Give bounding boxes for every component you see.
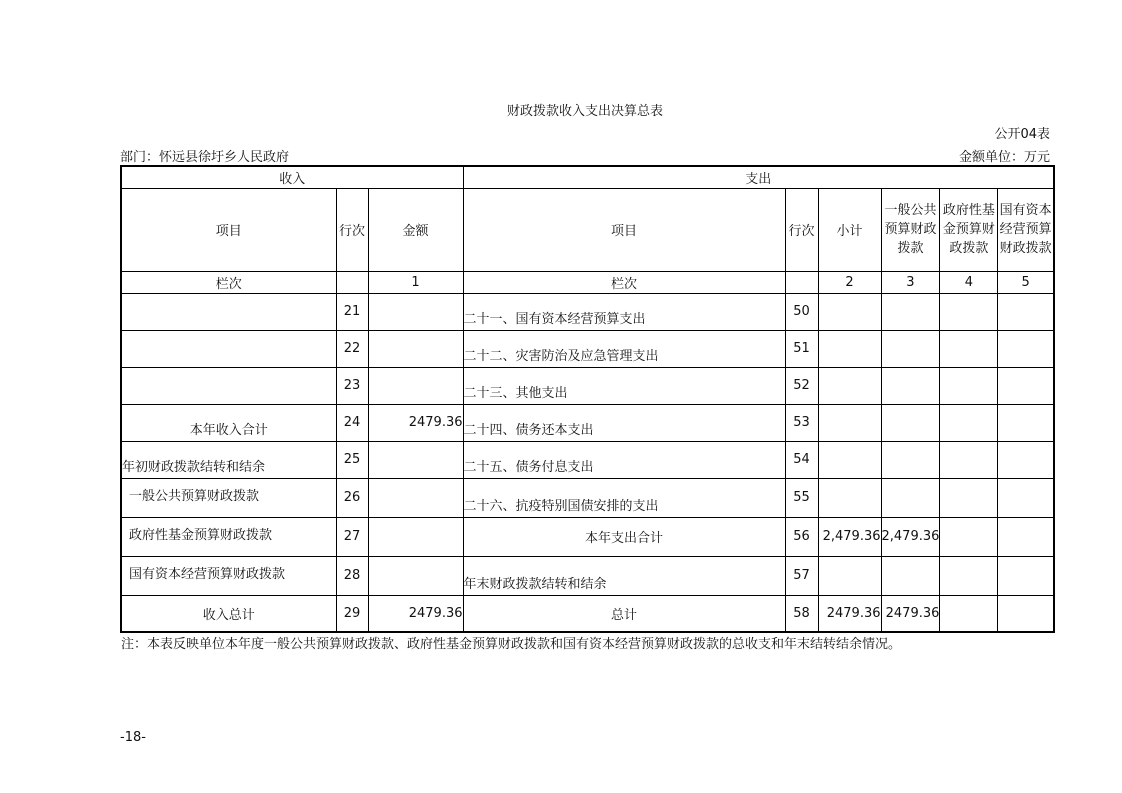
income-row-no: 29 bbox=[336, 595, 368, 632]
income-item-header: 项目 bbox=[121, 188, 336, 271]
income-amount: 2479.36 bbox=[368, 404, 463, 441]
subtotal-value bbox=[818, 404, 881, 441]
gov-fund-value bbox=[940, 404, 998, 441]
expense-row-no: 57 bbox=[785, 556, 818, 595]
table-row bbox=[121, 595, 1054, 632]
state-capital-value bbox=[998, 367, 1054, 404]
expense-header: 支出 bbox=[463, 166, 1054, 188]
income-item bbox=[121, 330, 336, 367]
subtotal-value bbox=[818, 441, 881, 478]
expense-row-no: 53 bbox=[785, 404, 818, 441]
income-row-no: 21 bbox=[336, 293, 368, 330]
table-note: 注：本表反映单位本年度一般公共预算财政拨款、政府性基金预算财政拨款和国有资本经营预算财政拨款的总收支和年末结转结余情况。 bbox=[121, 637, 902, 652]
general-budget-value: 2,479.36 bbox=[881, 517, 940, 556]
state-capital-value bbox=[998, 556, 1054, 595]
department-label: 部门：怀远县徐圩乡人民政府 bbox=[120, 150, 290, 165]
general-budget-value bbox=[881, 367, 940, 404]
expense-row-no: 50 bbox=[785, 293, 818, 330]
expense-row-no: 54 bbox=[785, 441, 818, 478]
col-number-4: 4 bbox=[940, 271, 998, 293]
page-number: -18- bbox=[120, 730, 146, 745]
gov-fund-value bbox=[940, 293, 998, 330]
subtotal-value bbox=[818, 293, 881, 330]
general-budget-value bbox=[881, 478, 940, 517]
subtotal-value bbox=[818, 556, 881, 595]
table-row bbox=[121, 478, 1054, 517]
expense-row-no-header: 行次 bbox=[785, 188, 818, 271]
income-row-no: 25 bbox=[336, 441, 368, 478]
income-item: 一般公共预算财政拨款 bbox=[121, 478, 336, 517]
income-amount bbox=[368, 556, 463, 595]
gov-fund-value bbox=[940, 441, 998, 478]
gov-fund-value bbox=[940, 517, 998, 556]
income-item: 政府性基金预算财政拨款 bbox=[121, 517, 336, 556]
amount-unit-label: 金额单位：万元 bbox=[958, 150, 1050, 165]
col-number-1: 1 bbox=[368, 271, 463, 293]
gov-fund-value bbox=[940, 478, 998, 517]
income-amount bbox=[368, 478, 463, 517]
subtotal-value: 2479.36 bbox=[818, 595, 881, 632]
table-row bbox=[121, 404, 1054, 441]
expense-item: 年末财政拨款结转和结余 bbox=[463, 556, 785, 595]
state-capital-value bbox=[998, 404, 1054, 441]
income-amount bbox=[368, 517, 463, 556]
table-row bbox=[121, 441, 1054, 478]
general-budget-value bbox=[881, 293, 940, 330]
expense-item: 二十三、其他支出 bbox=[463, 367, 785, 404]
col-label-expense: 栏次 bbox=[463, 271, 785, 293]
expense-item: 二十六、抗疫特别国债安排的支出 bbox=[463, 478, 785, 517]
expense-row-no: 52 bbox=[785, 367, 818, 404]
table-row bbox=[121, 517, 1054, 556]
general-budget-value bbox=[881, 556, 940, 595]
col-label-income: 栏次 bbox=[121, 271, 336, 293]
gov-fund-value bbox=[940, 595, 998, 632]
income-item bbox=[121, 367, 336, 404]
general-budget-header: 一般公共预算财政拨款 bbox=[881, 188, 940, 271]
general-budget-value: 2479.36 bbox=[881, 595, 940, 632]
income-amount bbox=[368, 367, 463, 404]
income-row-no: 27 bbox=[336, 517, 368, 556]
income-amount bbox=[368, 441, 463, 478]
col-number-2: 2 bbox=[818, 271, 881, 293]
income-row-no: 23 bbox=[336, 367, 368, 404]
general-budget-value bbox=[881, 330, 940, 367]
state-capital-value bbox=[998, 595, 1054, 632]
expense-row-no: 55 bbox=[785, 478, 818, 517]
expense-item: 本年支出合计 bbox=[463, 517, 785, 556]
empty-cell bbox=[336, 271, 368, 293]
col-number-3: 3 bbox=[881, 271, 940, 293]
gov-fund-value bbox=[940, 367, 998, 404]
subtotal-header: 小计 bbox=[818, 188, 881, 271]
state-capital-value bbox=[998, 293, 1054, 330]
income-amount: 2479.36 bbox=[368, 595, 463, 632]
state-capital-header: 国有资本经营预算财政拨款 bbox=[998, 188, 1054, 271]
income-amount-header: 金额 bbox=[368, 188, 463, 271]
subtotal-value bbox=[818, 367, 881, 404]
gov-fund-value bbox=[940, 556, 998, 595]
expense-item-header: 项目 bbox=[463, 188, 785, 271]
expense-item: 二十二、灾害防治及应急管理支出 bbox=[463, 330, 785, 367]
income-row-no-header: 行次 bbox=[336, 188, 368, 271]
gov-fund-value bbox=[940, 330, 998, 367]
subtotal-value bbox=[818, 330, 881, 367]
income-item: 收入总计 bbox=[121, 595, 336, 632]
income-header: 收入 bbox=[121, 166, 463, 188]
income-row-no: 24 bbox=[336, 404, 368, 441]
form-code: 公开04表 bbox=[994, 127, 1050, 142]
expense-item: 二十四、债务还本支出 bbox=[463, 404, 785, 441]
empty-cell bbox=[785, 271, 818, 293]
general-budget-value bbox=[881, 404, 940, 441]
income-item: 国有资本经营预算财政拨款 bbox=[121, 556, 336, 595]
state-capital-value bbox=[998, 330, 1054, 367]
table-row bbox=[121, 330, 1054, 367]
expense-row-no: 58 bbox=[785, 595, 818, 632]
table-row bbox=[121, 293, 1054, 330]
state-capital-value bbox=[998, 517, 1054, 556]
col-number-5: 5 bbox=[998, 271, 1054, 293]
table-row bbox=[121, 367, 1054, 404]
table-row bbox=[121, 556, 1054, 595]
general-budget-value bbox=[881, 441, 940, 478]
budget-summary-table bbox=[120, 165, 1055, 633]
expense-item: 二十一、国有资本经营预算支出 bbox=[463, 293, 785, 330]
income-item: 本年收入合计 bbox=[121, 404, 336, 441]
income-row-no: 28 bbox=[336, 556, 368, 595]
expense-item: 总计 bbox=[463, 595, 785, 632]
expense-item: 二十五、债务付息支出 bbox=[463, 441, 785, 478]
state-capital-value bbox=[998, 441, 1054, 478]
gov-fund-header: 政府性基金预算财政拨款 bbox=[940, 188, 998, 271]
income-amount bbox=[368, 330, 463, 367]
subtotal-value bbox=[818, 478, 881, 517]
income-row-no: 26 bbox=[336, 478, 368, 517]
income-item bbox=[121, 293, 336, 330]
income-item: 年初财政拨款结转和结余 bbox=[121, 441, 336, 478]
expense-row-no: 56 bbox=[785, 517, 818, 556]
income-row-no: 22 bbox=[336, 330, 368, 367]
page-title: 财政拨款收入支出决算总表 bbox=[506, 104, 663, 119]
income-amount bbox=[368, 293, 463, 330]
state-capital-value bbox=[998, 478, 1054, 517]
expense-row-no: 51 bbox=[785, 330, 818, 367]
subtotal-value: 2,479.36 bbox=[818, 517, 881, 556]
